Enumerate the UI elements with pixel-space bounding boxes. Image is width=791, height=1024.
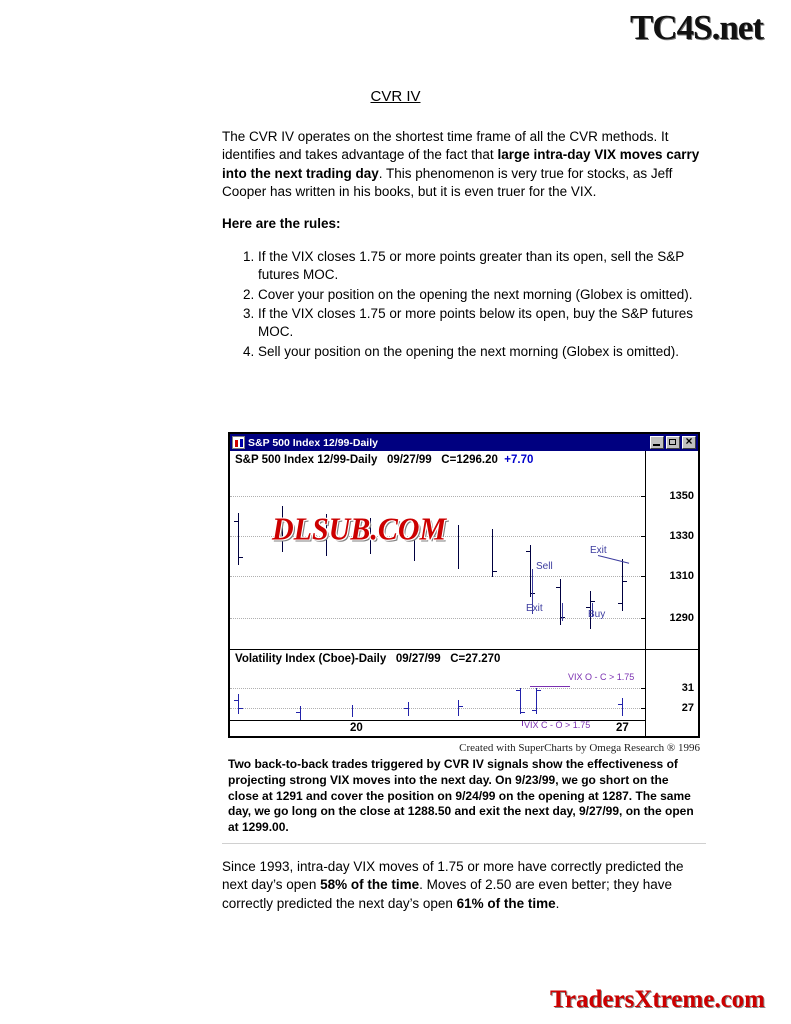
chart-credit: Created with SuperCharts by Omega Research ® 1996 <box>459 742 700 754</box>
intro-paragraph <box>222 128 706 201</box>
gridline <box>230 688 646 689</box>
minimize-icon[interactable] <box>650 436 664 449</box>
intro-bold: large intra-day VIX moves carry into the next trading day <box>222 147 700 181</box>
price-date-label: 09/27/99 <box>386 454 432 466</box>
chart-figure <box>228 432 700 754</box>
price-bar <box>622 559 623 611</box>
axis-tick <box>641 576 646 577</box>
vix-bar-close-tick <box>239 708 243 709</box>
vix-bar <box>408 702 409 716</box>
vix-bar <box>622 698 623 716</box>
price-change-label: +7.70 <box>504 454 534 466</box>
price-close-label: C=1296.20 <box>441 454 498 466</box>
price-pane-header <box>235 454 533 466</box>
annotation-buy: Buy <box>588 609 606 620</box>
vix-close-label: C=27.270 <box>450 653 501 665</box>
gridline <box>230 618 646 619</box>
gridline <box>230 708 646 709</box>
price-bar-open-tick <box>618 603 622 604</box>
vix-pane <box>230 649 698 736</box>
price-bar-open-tick <box>586 607 590 608</box>
vix-bar <box>536 688 537 714</box>
vix-bar-open-tick <box>234 700 238 701</box>
list-item: 3. If the VIX closes 1.75 or more points below its open, buy the S&P futures MOC. <box>258 305 706 342</box>
vix-bar <box>238 694 239 714</box>
exit-leader-line <box>562 603 563 621</box>
closing-text-1: Since 1993, intra-day VIX moves of 1.75 or more have correctly predicted the next day’s open <box>222 859 684 893</box>
vix-pane-header <box>235 653 500 665</box>
chart-watermark: DLSUB.COM <box>272 512 447 547</box>
y-axis-label: 1290 <box>669 612 694 624</box>
price-bar <box>560 579 561 625</box>
list-item: 4. Sell your position on the opening the next morning (Globex is omitted). <box>258 343 706 361</box>
price-bar <box>458 525 459 569</box>
vix-bar-close-tick <box>459 706 463 707</box>
chart-window-titlebar <box>230 434 698 451</box>
close-icon[interactable] <box>682 436 696 449</box>
gridline <box>230 576 646 577</box>
vix-annotation-leader-1 <box>530 686 570 687</box>
vix-bar <box>458 700 459 716</box>
rules-heading: Here are the rules: <box>222 216 341 232</box>
intro-text-2: . This phenomenon is very true for stocks, as Jeff Cooper has written in his books, but it is even truer for the VIX. <box>222 165 673 200</box>
y-axis-label: 27 <box>681 702 694 714</box>
price-bar-close-tick <box>623 581 627 582</box>
y-axis-label: 1350 <box>669 490 694 502</box>
vix-bar <box>520 688 521 714</box>
list-item: 1. If the VIX closes 1.75 or more points greater than its open, sell the S&P futures MOC. <box>258 248 706 285</box>
top-watermark: TC4S.net <box>630 8 763 47</box>
axis-tick <box>641 536 646 537</box>
annotation-sell: Sell <box>536 561 553 572</box>
page-title: CVR IV <box>370 88 421 105</box>
list-item: 2. Cover your position on the opening the next morning (Globex is omitted). <box>258 286 706 304</box>
closing-paragraph <box>222 858 708 913</box>
vix-axis-divider <box>645 650 646 736</box>
vix-bar-close-tick <box>537 690 541 691</box>
vix-bar-open-tick <box>618 704 622 705</box>
closing-text-3: . <box>555 895 560 911</box>
annotation-exit-left: Exit <box>526 603 543 614</box>
price-axis-divider <box>645 451 646 649</box>
bottom-watermark: TradersXtreme.com <box>550 986 765 1013</box>
exit-right-leader-line <box>598 555 629 564</box>
axis-tick <box>641 708 646 709</box>
rules-list <box>222 248 706 361</box>
annotation-vix-open-minus-close: VIX O - C > 1.75 <box>568 672 635 682</box>
axis-tick <box>641 618 646 619</box>
chart-window-title: S&P 500 Index 12/99-Daily <box>248 436 378 449</box>
vix-instrument-label: Volatility Index (Cboe)-Daily <box>235 653 387 665</box>
y-axis-label: 1310 <box>669 570 694 582</box>
vix-bar-open-tick <box>516 690 520 691</box>
closing-bold-2: 61% of the time <box>456 895 556 911</box>
price-bar-close-tick <box>239 557 243 558</box>
price-bar-close-tick <box>591 601 595 602</box>
x-axis-label: 27 <box>616 722 629 734</box>
maximize-icon[interactable] <box>666 436 680 449</box>
closing-text-2: . Moves of 2.50 are even better; they have correctly predicted the next day’s open <box>222 877 673 911</box>
vix-bar <box>300 706 301 720</box>
y-axis-label: 1330 <box>669 530 694 542</box>
price-pane <box>230 451 698 649</box>
price-bar-open-tick <box>234 521 238 522</box>
price-bar-close-tick <box>493 571 497 572</box>
chart-window <box>228 432 700 738</box>
closing-bold-1: 58% of the time <box>320 877 420 893</box>
vix-date-label: 09/27/99 <box>395 653 441 665</box>
price-instrument-label: S&P 500 Index 12/99-Daily <box>235 454 378 466</box>
gridline <box>230 496 646 497</box>
price-bar <box>492 529 493 577</box>
chart-app-icon <box>232 436 245 449</box>
y-axis-label: 31 <box>681 682 694 694</box>
intro-text-1: The CVR IV operates on the shortest time frame of all the CVR methods. It identifies and takes advantage of the fact that <box>222 129 669 163</box>
x-axis <box>230 720 646 721</box>
vix-bar-open-tick <box>404 708 408 709</box>
figure-caption: Two back-to-back trades triggered by CVR IV signals show the effectiveness of projecting strong VIX moves into the next day. On 9/23/99, we go short on the close at 1291 and cover the position on 9/24/99 on the opening at 1287. The same day, we go long on the close at 1288.50 and exit the next day, 9/27/99, on the open at 1299.00. <box>228 757 694 835</box>
annotation-vix-close-minus-open: VIX C - O > 1.75 <box>524 720 591 730</box>
vix-bar-open-tick <box>296 712 300 713</box>
x-axis-label: 20 <box>350 722 363 734</box>
price-bar <box>530 545 531 597</box>
vix-bar-open-tick <box>532 710 536 711</box>
annotation-exit-right: Exit <box>590 545 607 556</box>
window-controls <box>650 436 696 449</box>
price-bar-open-tick <box>556 587 560 588</box>
document-body <box>222 128 706 362</box>
axis-tick <box>641 496 646 497</box>
axis-tick <box>641 688 646 689</box>
vix-bar-close-tick <box>521 712 525 713</box>
divider <box>222 843 706 844</box>
price-bar-open-tick <box>526 551 530 552</box>
vix-bar <box>352 705 353 717</box>
